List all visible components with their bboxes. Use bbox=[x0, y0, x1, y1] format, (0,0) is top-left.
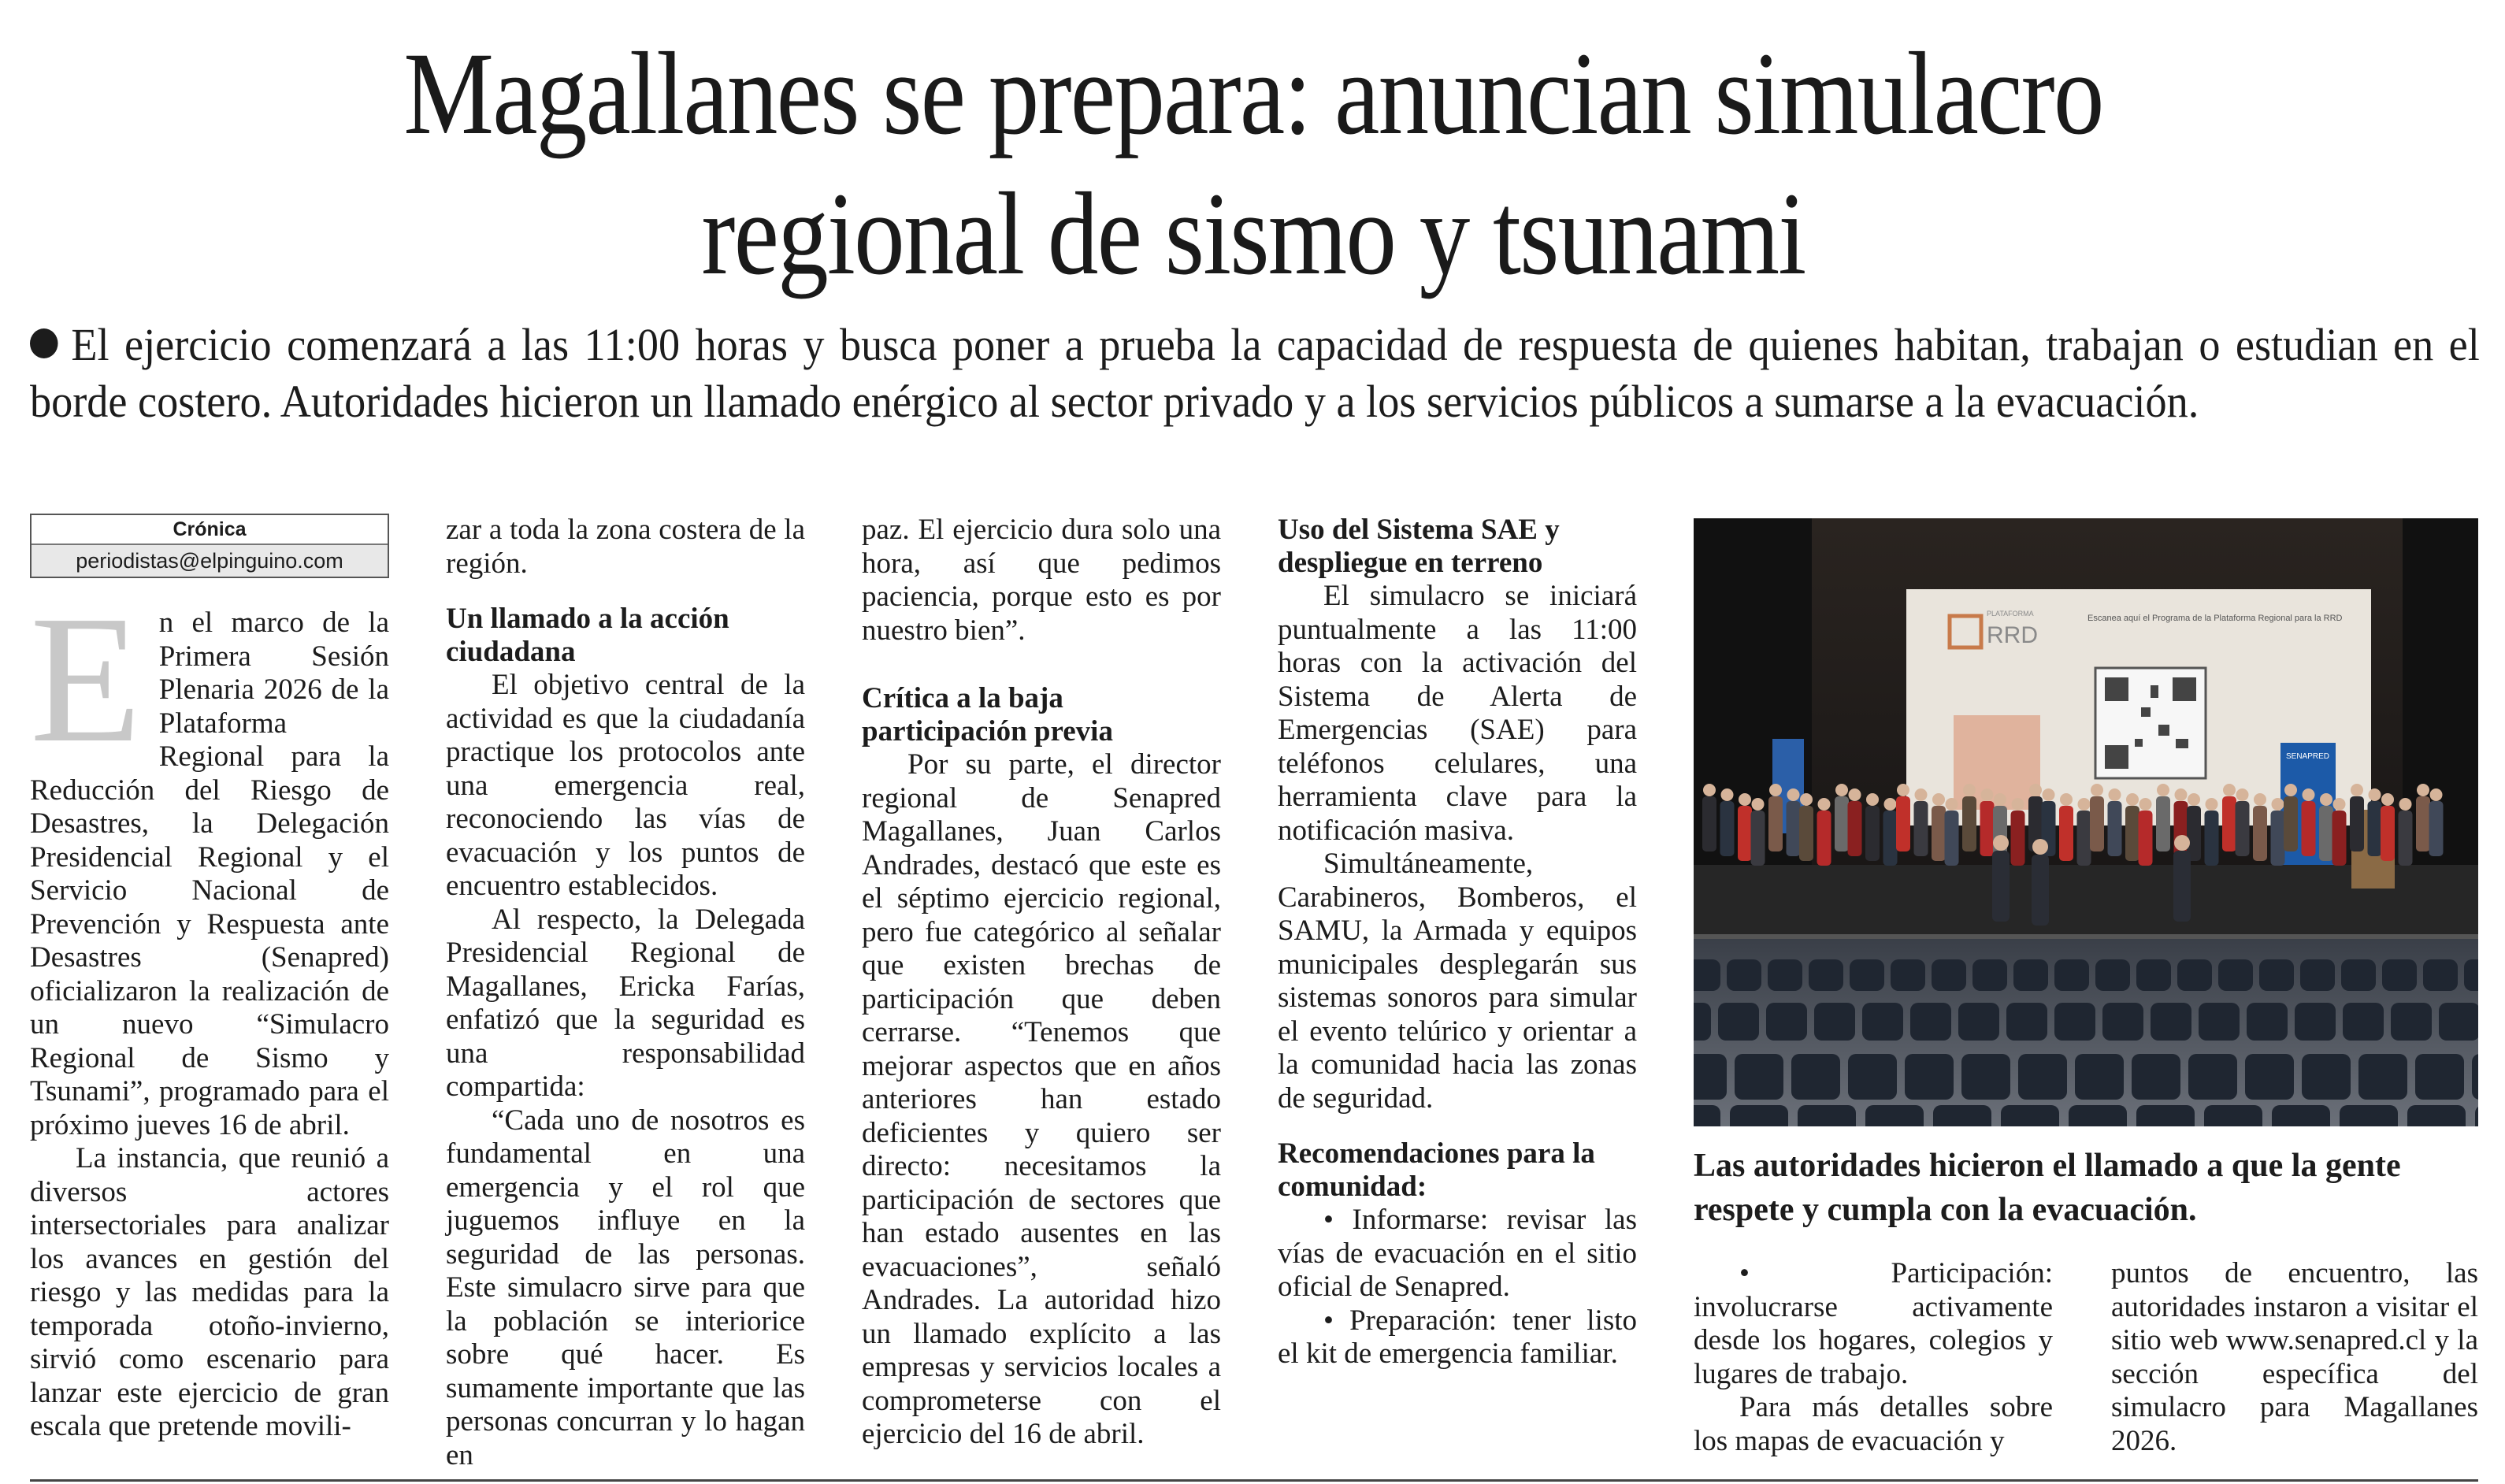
seat bbox=[2006, 1003, 2047, 1041]
column-5 bbox=[1694, 1257, 2053, 1458]
seat bbox=[2300, 959, 2335, 991]
person bbox=[1817, 798, 1831, 866]
seat bbox=[1932, 959, 1966, 991]
headline-line-1: Magallanes se prepara: anuncian simulacro bbox=[403, 28, 2103, 159]
person bbox=[1799, 793, 1813, 861]
person bbox=[2125, 793, 2139, 861]
column-4-paragraph-2: Simultáneamente, Carabineros, Bomberos, el SAMU, la Armada y equipos municipales desplegarán sus sistemas sonoros para simular el evento telúrico y orientar a la comunidad hacia las zonas de seguridad. bbox=[1278, 848, 1637, 1115]
person bbox=[2011, 798, 2025, 866]
photo-caption: Las autoridades hicieron el llamado a que la gente respete y cumpla con la evacuación. bbox=[1694, 1148, 2401, 1228]
column-2-paragraph-2: Al respecto, la Delegada Presidencial Regional de Magallanes, Ericka Farías, enfatizó que la seguridad es una responsabilidad compartida: bbox=[446, 903, 805, 1103]
person bbox=[1914, 788, 1928, 856]
seat bbox=[2054, 959, 2089, 991]
column-6 bbox=[2111, 1257, 2478, 1458]
person bbox=[2271, 798, 2285, 866]
person bbox=[2381, 793, 2395, 861]
person bbox=[2156, 784, 2170, 851]
person bbox=[1865, 793, 1880, 861]
person bbox=[1835, 784, 1849, 851]
seat bbox=[1694, 1054, 1727, 1100]
seat bbox=[2407, 1105, 2466, 1126]
person bbox=[2173, 851, 2191, 922]
column-4-paragraph-4: • Preparación: tener listo el kit de emergencia familiar. bbox=[1278, 1304, 1637, 1370]
seat bbox=[2013, 959, 2048, 991]
section-box bbox=[30, 514, 389, 578]
person bbox=[1751, 798, 1765, 866]
person bbox=[1980, 788, 1995, 856]
event-photo bbox=[1694, 518, 2478, 1126]
seat bbox=[1809, 959, 1843, 991]
person bbox=[2399, 798, 2413, 866]
bottom-rule bbox=[30, 1479, 2478, 1482]
column-3 bbox=[862, 514, 1221, 1452]
seat bbox=[2054, 1003, 2095, 1041]
seat bbox=[2102, 1003, 2143, 1041]
person bbox=[2319, 793, 2333, 861]
seat bbox=[1718, 1003, 1759, 1041]
seat bbox=[2302, 1054, 2351, 1100]
seat bbox=[2218, 959, 2253, 991]
seat bbox=[1791, 1054, 1840, 1100]
column-1 bbox=[30, 514, 389, 1444]
subhead-llamado: Un llamado a la acción ciudadana bbox=[446, 603, 729, 668]
person bbox=[1720, 788, 1735, 856]
seat bbox=[2415, 1054, 2464, 1100]
seat bbox=[1766, 1003, 1807, 1041]
seat bbox=[2295, 1003, 2336, 1041]
seat bbox=[1694, 959, 1720, 991]
headline-line-2: regional de sismo y tsunami bbox=[701, 169, 1805, 299]
drop-cap: E bbox=[30, 578, 142, 781]
subhead-critica: Crítica a la baja participación previa bbox=[862, 682, 1113, 748]
person bbox=[1883, 798, 1898, 866]
seat bbox=[2472, 1054, 2478, 1100]
seat bbox=[2199, 1003, 2240, 1041]
person bbox=[1962, 784, 1976, 851]
seat bbox=[2439, 1003, 2478, 1041]
seat bbox=[2177, 959, 2212, 991]
column-2-paragraph-0: zar a toda la zona costera de la región. bbox=[446, 514, 805, 580]
person bbox=[2368, 788, 2382, 856]
seat bbox=[1910, 1003, 1951, 1041]
seat bbox=[2382, 959, 2417, 991]
person bbox=[2416, 784, 2430, 851]
seat bbox=[1905, 1054, 1954, 1100]
person bbox=[2187, 793, 2201, 861]
seat bbox=[1730, 1105, 1788, 1126]
deck-text: El ejercicio comenzará a las 11:00 horas y busca poner a prueba la capacidad de respuesta de quienes habitan, trabajan o estudian en el borde costero. Autoridades hicieron un llamado enérgico al sector privado y a los servicios públicos a sumarse a la evacuación. bbox=[30, 319, 2480, 427]
person bbox=[1932, 793, 1946, 861]
column-2 bbox=[446, 514, 805, 1472]
column-1-paragraph-1: En el marco de la Primera Sesión Plenaria 2026 de la Plataforma Regional para la Reducción del Riesgo de Desastres, la Delegación Presidencial Regional y el Servicio Nacional de Prevención y Respuesta ante Desastres (Senapred) oficializaron la realización de un nuevo “Simulacro Regional de Sismo y Tsunami”, programado para el próximo jueves 16 de abril. bbox=[30, 578, 389, 1141]
seat bbox=[2423, 959, 2458, 991]
seat bbox=[2340, 1105, 2398, 1126]
column-2-paragraph-3: “Cada uno de nosotros es fundamental en una emergencia y el rol que juguemos influye en la seguridad de las personas. Este simulacro sirve para que la población se interiorice sobre qué hacer. Es sumamente importante que las personas concurran y lo hagan en bbox=[446, 1104, 805, 1471]
person bbox=[2077, 798, 2091, 866]
seat bbox=[2245, 1054, 2294, 1100]
svg-text:PLATAFORMA: PLATAFORMA bbox=[1987, 610, 2034, 618]
column-3-paragraph-1: Por su parte, el director regional de Senapred Magallanes, Juan Carlos Andrades, destacó que este es el séptimo ejercicio regional, pero fue categórico al señalar que existen brechas de participación que deben cerrarse. “Tenemos que mejorar aspectos que en años anteriores han estado deficientes y quiero ser directo: necesitamos la participación de sectores que han estado ausentes en las evacuaciones”, señaló Andrades. La autoridad hizo un llamado explícito a las empresas y servicios locales a comprometerse con el ejercicio del 16 de abril. bbox=[862, 748, 1221, 1450]
seat bbox=[2204, 1105, 2262, 1126]
person bbox=[1702, 784, 1716, 851]
person bbox=[1768, 784, 1783, 851]
seat bbox=[1814, 1003, 1855, 1041]
seat bbox=[1694, 1105, 1720, 1126]
person bbox=[1787, 788, 1801, 856]
person bbox=[2332, 798, 2347, 866]
seat bbox=[2259, 959, 2294, 991]
seat bbox=[1850, 959, 1884, 991]
person bbox=[2236, 788, 2250, 856]
column-1-paragraph-2: La instancia, que reunió a diversos actores intersectoriales para analizar los avances en gestión del riesgo y las medidas para la temporada otoño-invierno, sirvió como escenario para lanzar este ejercicio de gran escala que pretende movili- bbox=[30, 1142, 389, 1442]
seat bbox=[1958, 1003, 1999, 1041]
subhead-recomendaciones: Recomendaciones para la comunidad: bbox=[1278, 1137, 1595, 1203]
seat bbox=[1768, 959, 1802, 991]
seat bbox=[2136, 1105, 2195, 1126]
deck bbox=[30, 317, 2480, 430]
seat bbox=[1862, 1003, 1903, 1041]
person bbox=[2059, 793, 2073, 861]
seat bbox=[2069, 1105, 2127, 1126]
column-4-paragraph-1: El simulacro se iniciará puntualmente a las 11:00 horas con la activación del Sistema de Alerta de Emergencias (SAE) para teléfonos celulares, una herramienta clave para la notificación masiva. bbox=[1278, 580, 1637, 847]
person bbox=[1738, 793, 1752, 861]
person bbox=[1992, 851, 2010, 922]
seat bbox=[2464, 959, 2478, 991]
person bbox=[2222, 784, 2236, 851]
auditorium-illustration bbox=[1694, 518, 2478, 1126]
section-email[interactable]: periodistas@elpinguino.com bbox=[32, 545, 388, 577]
section-label: Crónica bbox=[32, 515, 388, 545]
headline bbox=[200, 24, 2307, 304]
seat bbox=[2095, 959, 2130, 991]
seat bbox=[2132, 1054, 2180, 1100]
seat bbox=[2188, 1054, 2237, 1100]
seat bbox=[1694, 1003, 1711, 1041]
column-5-paragraph-2: Para más detalles sobre los mapas de evacuación y bbox=[1694, 1391, 2053, 1457]
person bbox=[2205, 798, 2219, 866]
column-6-paragraph-1: puntos de encuentro, las autoridades instaron a visitar el sitio web www.senapred.cl y la sección específica del simulacro para Magallanes 2026. bbox=[2111, 1257, 2478, 1457]
seat bbox=[1798, 1105, 1856, 1126]
seat bbox=[1972, 959, 2007, 991]
bullet-icon bbox=[30, 328, 58, 358]
seat bbox=[2247, 1003, 2288, 1041]
seat bbox=[1961, 1054, 2010, 1100]
person bbox=[2032, 855, 2049, 926]
person bbox=[2350, 784, 2364, 851]
seat bbox=[2343, 1003, 2384, 1041]
subhead-sae: Uso del Sistema SAE y despliegue en terreno bbox=[1278, 514, 1560, 579]
seat bbox=[1735, 1054, 1783, 1100]
column-4-paragraph-3: • Informarse: revisar las vías de evacuación en el sitio oficial de Senapred. bbox=[1278, 1204, 1637, 1303]
svg-text:RRD: RRD bbox=[1987, 622, 2038, 648]
person bbox=[2302, 788, 2316, 856]
person bbox=[2108, 788, 2122, 856]
column-4 bbox=[1278, 514, 1637, 1371]
column-5-paragraph-1: • Participación: involucrarse activamente desde los hogares, colegios y lugares de trabajo. bbox=[1694, 1257, 2053, 1390]
seat bbox=[1891, 959, 1925, 991]
seat bbox=[2341, 959, 2376, 991]
seat bbox=[2075, 1054, 2124, 1100]
seat bbox=[2018, 1054, 2067, 1100]
column-2-paragraph-1: El objetivo central de la actividad es que la ciudadanía practique los protocolos ante una emergencia real, reconociendo las vías de evacuación y los puntos de encuentro establecidos. bbox=[446, 669, 805, 902]
person bbox=[1945, 798, 1959, 866]
person bbox=[2253, 793, 2267, 861]
seat bbox=[1727, 959, 1761, 991]
person bbox=[2139, 798, 2153, 866]
person bbox=[1896, 784, 1910, 851]
seat bbox=[2391, 1003, 2432, 1041]
svg-text:SENAPRED: SENAPRED bbox=[2286, 752, 2330, 761]
person bbox=[2429, 788, 2444, 856]
person bbox=[2284, 784, 2298, 851]
seat bbox=[2272, 1105, 2330, 1126]
seat bbox=[2001, 1105, 2059, 1126]
person bbox=[2090, 784, 2104, 851]
seat bbox=[1865, 1105, 1924, 1126]
person bbox=[1848, 788, 1862, 856]
seat bbox=[1848, 1054, 1897, 1100]
seat bbox=[1933, 1105, 1991, 1126]
seat bbox=[2151, 1003, 2191, 1041]
seat bbox=[2136, 959, 2171, 991]
screen-caption: Escanea aquí el Programa de la Plataforma Regional para la RRD bbox=[2088, 614, 2343, 623]
column-3-paragraph-0: paz. El ejercicio dura solo una hora, así que pedimos paciencia, porque esto es por nuestro bien”. bbox=[862, 514, 1221, 647]
seat bbox=[2358, 1054, 2407, 1100]
